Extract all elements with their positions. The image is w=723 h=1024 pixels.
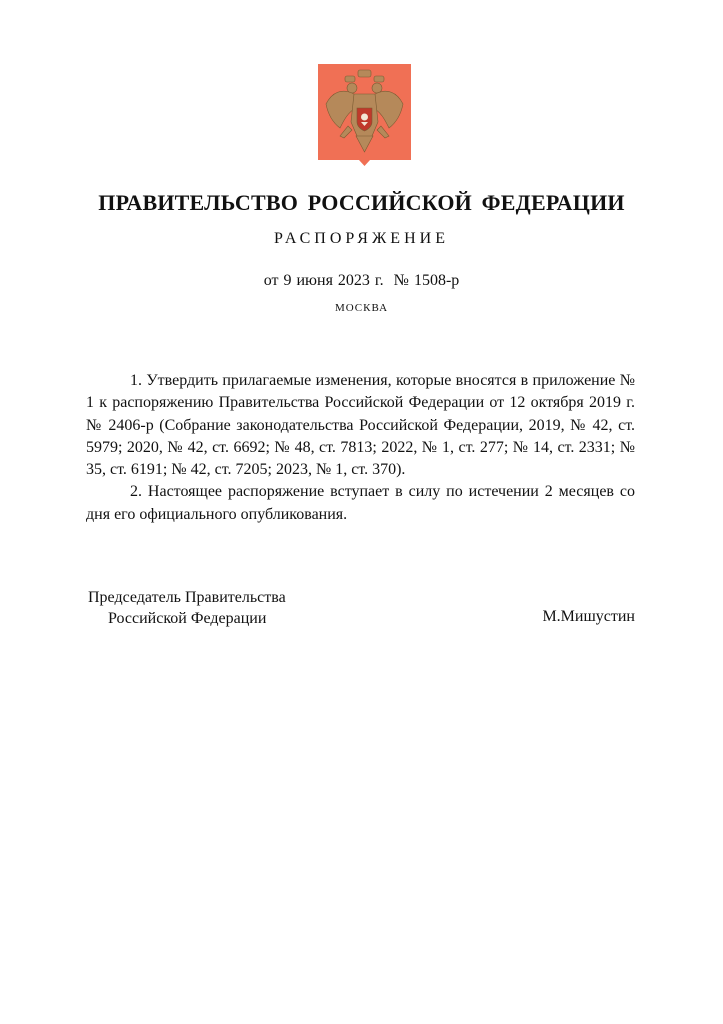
document-body xyxy=(86,370,635,526)
position-line-2: Российской Федерации xyxy=(108,610,267,627)
russian-coat-of-arms-icon xyxy=(318,64,411,166)
signatory-position xyxy=(88,587,286,629)
paragraph-2: 2. Настоящее распоряжение вступает в силу по истечении 2 месяцев со дня его официального опубликования. xyxy=(86,483,635,523)
city-label: МОСКВА xyxy=(334,302,389,314)
signatory-name: М.Мишустин xyxy=(542,608,635,625)
document-title: ПРАВИТЕЛЬСТВО РОССИЙСКОЙ ФЕДЕРАЦИИ xyxy=(98,190,625,215)
paragraph-1: 1. Утвердить прилагаемые изменения, которые вносятся в приложение № 1 к распоряжению Правительства Российской Федерации от 12 октября 2019 г. № 2406-р (Собрание законодательства Российской Федерации, 2019, № 42, ст. 5979; 2020, № 42, ст. 6692; № 48, ст. 7813; 2022, № 1, ст. 277; № 14, ст. 2331; № 35, ст. 6191; № 42, ст. 7205; 2023, № 1, ст. 370). xyxy=(86,372,635,479)
position-line-1: Председатель Правительства xyxy=(88,589,286,606)
date-number-line: от 9 июня 2023 г. № 1508-р xyxy=(263,272,460,289)
document-type: РАСПОРЯЖЕНИЕ xyxy=(274,230,449,247)
